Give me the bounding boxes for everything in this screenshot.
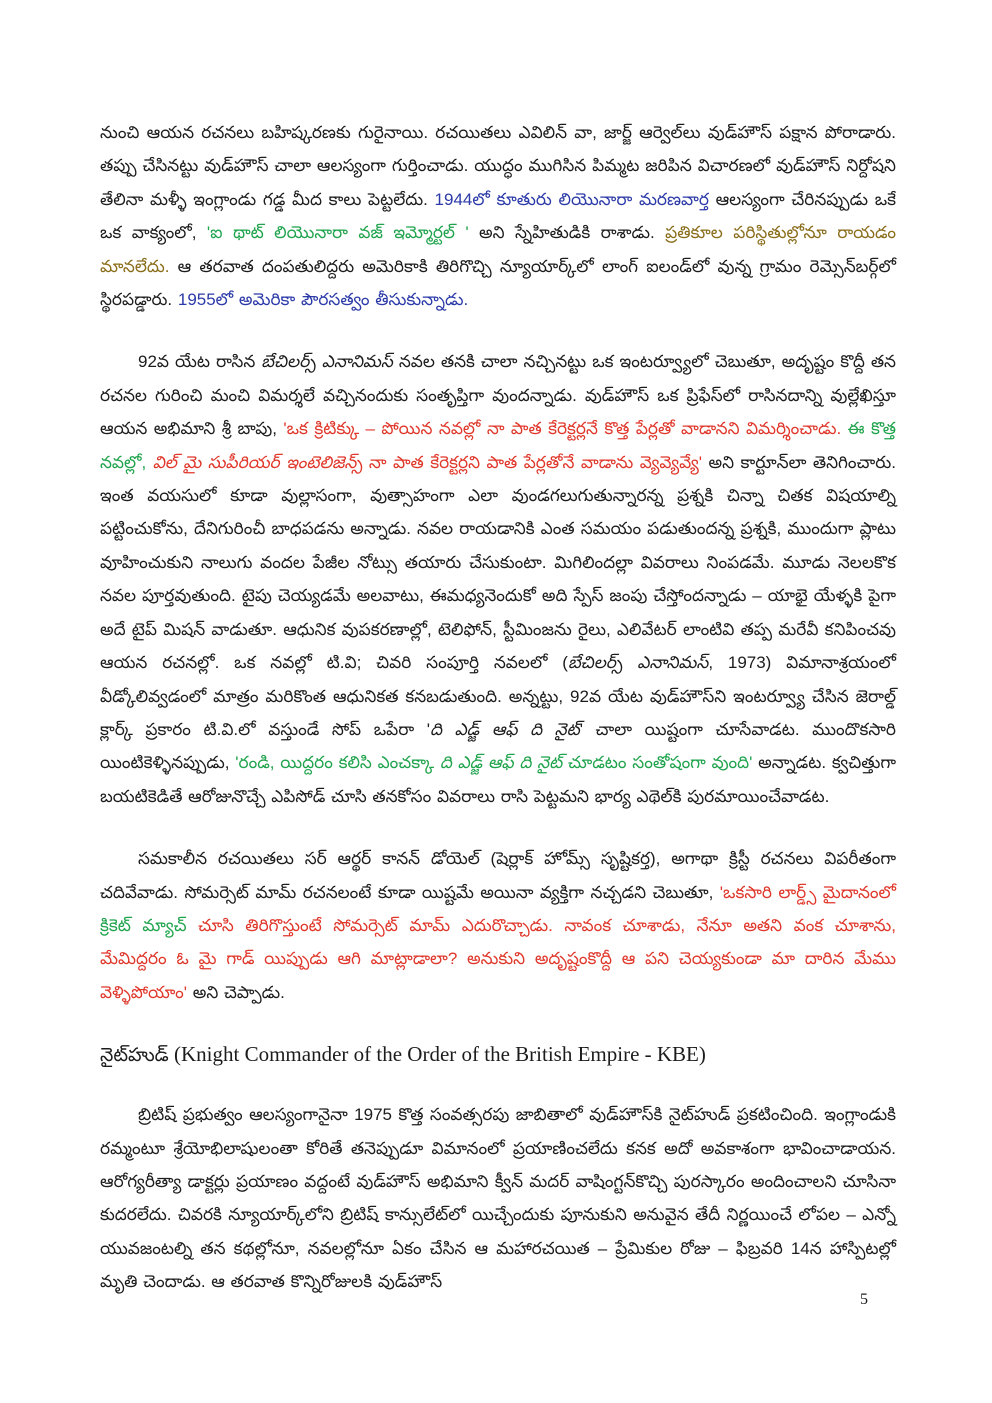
text-run: బేచిలర్స్ ఎనానిమస్ [567, 653, 709, 673]
text-run: సమకాలీన రచయితలు సర్ ఆర్థర్ కానన్ డోయెల్ (షెర్లాక్ హోమ్స్ సృష్టికర్త), అగాథా క్రిస్టీ రచనలు విపరీతంగా చదివేవాడు. సోమర్సెట్ మామ్ రచనలంటే కూడా యిష్టమే అయినా వ్యక్తిగా నచ్చడని చెబుతూ, [100, 849, 896, 902]
text-run: ఈ కొత్త నవల్లో, [100, 419, 896, 472]
text-run: అని చెప్పాడు. [187, 982, 285, 1002]
text-run: నుంచి ఆయన రచనలు బహిష్కరణకు గురైనాయి. రచయితలు ఎవిలిన్ వా, జార్జ్ ఆర్వెల్‌లు వుడ్‌హౌస్ పక్షాన పోరాడారు. తప్పు చేసినట్టు వుడ్‌హౌస్ చాలా ఆలస్యంగా గుర్తించాడు. యుద్ధం ముగిసిన పిమ్మట జరిపిన విచారణలో వుడ్‌హౌస్ నిర్దోషని తేలినా మళ్ళీ ఇంగ్లాండు గడ్డ మీద కాలు పెట్టలేదు. [100, 123, 896, 209]
text-run: ది ఎడ్జ్ ఆఫ్ ది నైట్ [439, 753, 563, 773]
text-run: 92వ యేట రాసిన [138, 352, 262, 372]
text-run: 'రండి, యిద్దరం కలిసి ఎంచక్కా [235, 753, 440, 773]
text-run: నా పాత కేరెక్టర్లని పాత పేర్లతోనే వాడాను వ్యెవ్యెవ్యే' [362, 452, 703, 472]
section-heading-english: (Knight Commander of the Order of the British Empire - KBE) [168, 1042, 706, 1067]
text-run: ఆలస్యంగా చేరినప్పుడు ఒకే ఒక వాక్యంలో, [100, 189, 896, 243]
text-run: 'ఒక క్రిటిక్కు – పోయిన నవల్లో నా పాత కేరెక్టర్లనే కొత్త పేర్లతో వాడానని విమర్శించాడు. [283, 419, 848, 439]
text-run: ది ఎడ్జ్ ఆఫ్ ది నైట్ [430, 719, 580, 739]
text-run: ' చాలా యిష్టంగా చూసేవాడట. ముందొకసారి యింటికెళ్ళినప్పుడు, [100, 719, 896, 773]
text-run: విల్ మై సుపీరియర్ ఇంటెలిజెన్స్ [152, 452, 363, 472]
section-heading [100, 1038, 896, 1072]
text-run: నవల తనకి చాలా నచ్చినట్టు ఒక ఇంటర్వ్యూలో చెబుతూ, అదృష్టం కొద్దీ తన రచనల గురించి మంచి విమర్శలే వచ్చినందుకు సంతృప్తిగా వుందన్నాడు. వుడ్‌హౌస్ ఒక ప్రిఫేస్‌లో రాసినదాన్ని వుల్లేఖిస్తూ ఆయన అభిమాని శ్రీ బాపు, [100, 352, 896, 439]
text-run: 'ఐ థాట్ లియొనారా వజ్ ఇమ్మోర్టల్ ' [206, 223, 469, 243]
text-run: ఆ తరవాత దంపతులిద్దరు అమెరికాకి తిరిగొచ్చి న్యూయార్క్‌లో లాంగ్ ఐలండ్‌లో వున్న గ్రామం రెమ్సెన్‌బర్గ్‌లో స్థిరపడ్డారు. [100, 256, 896, 310]
paragraph-4 [100, 1098, 896, 1298]
text-run: అని కార్టూన్‌లా తెనిగించారు. ఇంత వయసులో కూడా వుల్లాసంగా, వుత్సాహంగా ఎలా వుండగలుగుతున్నారన్న ప్రశ్నకి చిన్నా చితక విషయాల్ని పట్టించుకోను, దేనిగురించీ బాధపడను అన్నాడు. నవల రాయడానికి ఎంత సమయం పడుతుందన్న ప్రశ్నకి, ముందుగా ప్లాటు వూహించుకుని నాలుగు వందల పేజీల నోట్సు తయారు చేసుకుంటా. మిగిలిందల్లా వివరాలు నింపడమే. మూడు నెలలకొక నవల పూర్తవుతుంది. టైపు చెయ్యడమే అలవాటు, ఈమధ్యనెందుకో అది స్పేస్ జంపు చేస్తోందన్నాడు – యాభై యేళ్ళకి పైగా అదే టైప్ మిషన్ వాడుతూ. ఆధునిక వుపకరణాల్లో, టెలిఫోన్, స్టీమింజను రైలు, ఎలివేటర్ లాంటివి తప్ప మరేవీ కనిపించవు ఆయన రచనల్లో. ఒక నవల్లో టి.వి; చివరి సంపూర్తి నవలలో ( [100, 452, 896, 673]
text-run: , 1973) విమానాశ్రయంలో వీడ్కోలివ్వడంలో మాత్రం మరికొంత ఆధునికత కనబడుతుంది. అన్నట్టు, 92వ యేట వుడ్‌హౌస్‌ని ఇంటర్వ్యూ చేసిన జెరాల్డ్ క్లార్క్ ప్రకారం టి.వి.లో వస్తుండే సోప్ ఒపేరా ' [100, 653, 896, 739]
text-run: 1944లో కూతురు లియొనారా మరణవార్త [434, 189, 709, 209]
paragraph-2 [100, 345, 896, 813]
paragraph-1 [100, 116, 896, 316]
text-run: 'ఒకసారి లార్డ్స్ మైదానంలో [719, 882, 896, 902]
text-run: చూసి తిరిగొస్తుంటే సోమర్సెట్ మామ్ ఎదురొచ్చాడు. నావంక చూశాడు, నేనూ అతని వంక చూశాను, మేమిద్దరం ఓ మై గాడ్ యిప్పుడు ఆగి మాట్లాడాలా? అనుకుని అదృష్టంకొద్దీ ఆ పని చెయ్యకుండా మా దారిన మేము వెళ్ళిపోయాం' [100, 915, 897, 1002]
text-run: బ్రిటిష్ ప్రభుత్వం ఆలస్యంగానైనా 1975 కొత్త సంవత్సరపు జాబితాలో వుడ్‌హౌస్‌కి నైట్‌హుడ్ ప్రకటించింది. ఇంగ్లాండుకి రమ్మంటూ శ్రేయోభిలాషులంతా కోరితే తనెప్పుడూ విమానంలో ప్రయాణించలేదు కనక అదో అవకాశంగా భావించాడాయన. ఆరోగ్యరీత్యా డాక్టర్లు ప్రయాణం వద్దంటే వుడ్‌హౌస్ అభిమాని క్వీన్ మదర్ వాషింగ్టన్‌కొచ్చి పురస్కారం అందించాలని చూసినా కుదరలేదు. చివరకి న్యూయార్క్‌లోని బ్రిటిష్ కాన్సులేట్‌లో యిచ్చేందుకు పూనుకుని అనువైన తేదీ నిర్ణయించే లోపల – ఎన్నో యువజంటల్ని తన కథల్లోనూ, నవలల్లోనూ ఏకం చేసిన ఆ మహారచయిత – ప్రేమికుల రోజు – ఫిబ్రవరి 14న హాస్పిటల్లో మృతి చెందాడు. ఆ తరవాత కొన్నిరోజులకి వుడ్‌హౌస్ [100, 1105, 896, 1292]
text-run: అన్నాడట. క్వచిత్తుగా బయటికెడితే ఆరోజునొచ్చే ఎపిసోడ్ చూసి తనకోసం వివరాలు రాసి పెట్టమని భార్య ఎథెల్‌కి పురమాయించేవాడట. [100, 753, 897, 806]
text-run: బేచిలర్స్ ఎనానిమస్ [261, 352, 393, 372]
text-run: అని స్నేహితుడికి రాశాడు. [468, 223, 666, 243]
text-run: ప్రతికూల పరిస్థితుల్లోనూ రాయడం మానలేదు. [100, 223, 896, 276]
paragraph-3 [100, 842, 896, 1009]
text-run: క్రికెట్ మ్యాచ్ [100, 915, 187, 935]
section-heading-telugu: నైట్‌హుడ్ [100, 1045, 169, 1067]
page-number: 5 [860, 1291, 868, 1308]
text-run: చూడటం సంతోషంగా వుంది' [562, 753, 753, 773]
document-body [100, 116, 896, 1328]
text-run: 1955లో అమెరికా పౌరసత్వం తీసుకున్నాడు. [177, 290, 469, 310]
